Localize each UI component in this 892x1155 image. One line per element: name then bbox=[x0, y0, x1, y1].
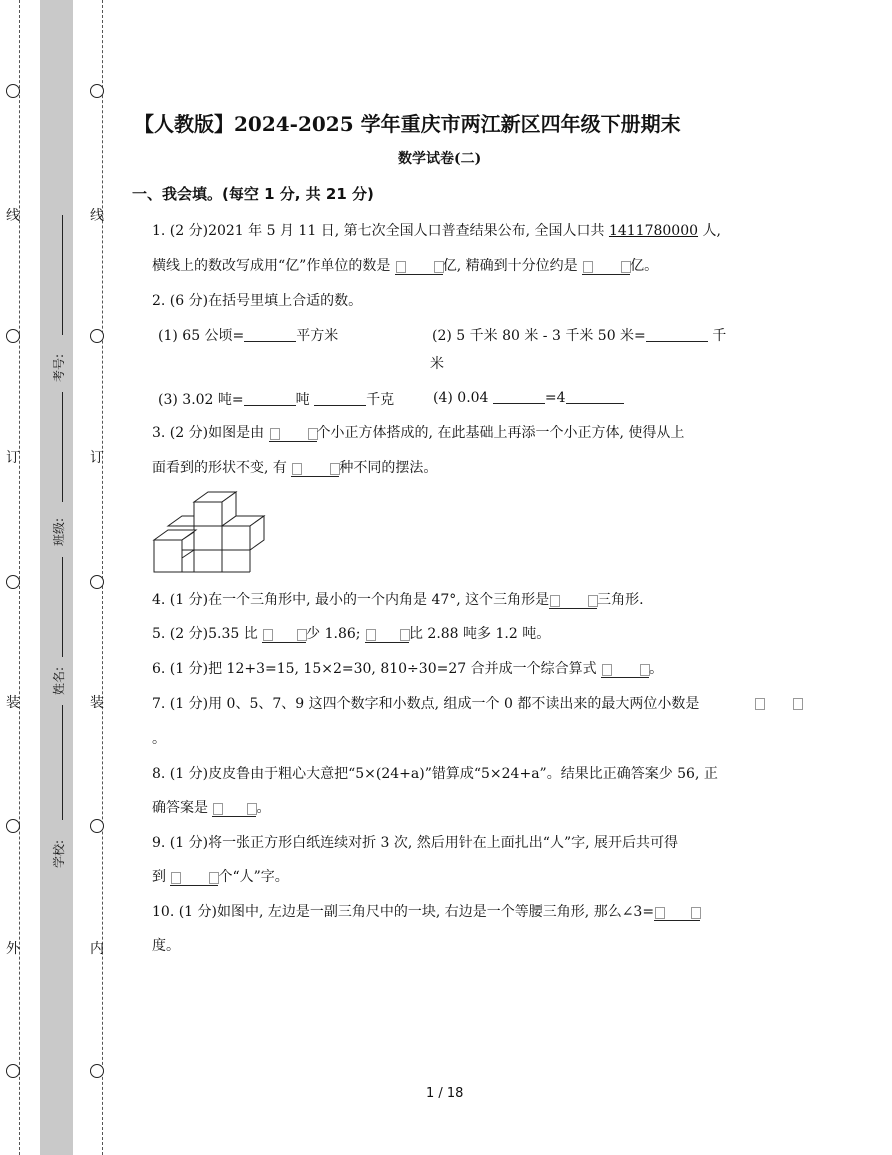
answer-blank[interactable] bbox=[493, 389, 545, 404]
question-5: 5. (2 分)5.35 比 少 1.86; 比 2.88 吨多 1.2 吨。 bbox=[152, 626, 551, 642]
binding-strip bbox=[40, 0, 73, 1155]
question-8-line-1: 8. (1 分)皮皮鲁由于粗心大意把“5×(24+a)”错算成“5×24+a”。结果比正确答案少 56, 正 bbox=[152, 766, 718, 782]
answer-blank[interactable] bbox=[646, 327, 708, 342]
question-3-line-2: 面看到的形状不变, 有 种不同的摆法。 bbox=[152, 460, 438, 476]
seal-char-inner: 装 bbox=[90, 695, 104, 711]
seal-char-outer: 外 bbox=[6, 941, 20, 957]
question-9-line-1: 9. (1 分)将一张正方形白纸连续对折 3 次, 然后用针在上面扎出“人”字, 展开后共可得 bbox=[152, 835, 679, 851]
question-2-part-1: (1) 65 公顷= 平方米 bbox=[158, 328, 339, 344]
answer-blank[interactable] bbox=[654, 906, 700, 921]
school-field[interactable] bbox=[62, 705, 63, 820]
seal-char-inner: 线 bbox=[90, 208, 104, 224]
answer-blank[interactable] bbox=[244, 391, 296, 406]
question-1-line-1: 1. (2 分)2021 年 5 月 11 日, 第七次全国人口普查结果公布, 全国人口共 1411780000 人, bbox=[152, 223, 721, 239]
population-number: 1411780000 bbox=[608, 223, 699, 239]
binding-hole bbox=[90, 575, 104, 589]
seal-char-outer: 订 bbox=[6, 450, 20, 466]
answer-blank[interactable] bbox=[269, 427, 317, 442]
answer-blank[interactable] bbox=[549, 594, 597, 609]
question-4: 4. (1 分)在一个三角形中, 最小的一个内角是 47°, 这个三角形是 三角形. bbox=[152, 592, 644, 608]
question-2-heading: 2. (6 分)在括号里填上合适的数。 bbox=[152, 293, 363, 309]
answer-blank[interactable] bbox=[601, 663, 649, 678]
answer-blank[interactable] bbox=[395, 260, 443, 275]
binding-hole bbox=[90, 1064, 104, 1078]
answer-blank[interactable] bbox=[262, 628, 306, 643]
outer-cut-line bbox=[19, 0, 20, 1155]
school-label: 学校: bbox=[52, 839, 66, 868]
seal-char-inner: 内 bbox=[90, 941, 104, 957]
question-2-part-3: (3) 3.02 吨= 吨 千克 bbox=[158, 392, 395, 408]
answer-blank[interactable] bbox=[291, 462, 339, 477]
answer-blank[interactable] bbox=[212, 802, 256, 817]
question-2-part-2: (2) 5 千米 80 米 - 3 千米 50 米= 千 bbox=[432, 328, 727, 344]
question-2-part-2-wrap: 米 bbox=[430, 356, 444, 372]
page-subtitle: 数学试卷(二) bbox=[398, 151, 482, 167]
section-heading: 一、我会填。(每空 1 分, 共 21 分) bbox=[132, 185, 374, 203]
question-6: 6. (1 分)把 12+3=15, 15×2=30, 810÷30=27 合并成一个综合算式 。 bbox=[152, 661, 664, 677]
answer-blank[interactable] bbox=[170, 871, 218, 886]
binding-hole bbox=[6, 575, 20, 589]
question-9-line-2: 到 个“人”字。 bbox=[152, 869, 289, 885]
name-field[interactable] bbox=[62, 557, 63, 657]
answer-blank[interactable] bbox=[582, 260, 630, 275]
class-field[interactable] bbox=[62, 392, 63, 502]
seal-char-outer: 线 bbox=[6, 208, 20, 224]
exam-number-field[interactable] bbox=[62, 215, 63, 335]
page-number: 1 / 18 bbox=[426, 1086, 464, 1101]
class-label: 班级: bbox=[52, 517, 66, 546]
seal-char-outer: 装 bbox=[6, 695, 20, 711]
question-2-part-4: (4) 0.04 =4 bbox=[433, 389, 624, 406]
question-7: 7. (1 分)用 0、5、7、9 这四个数字和小数点, 组成一个 0 都不读出来的最大两位小数是 bbox=[152, 696, 700, 712]
binding-hole bbox=[6, 329, 20, 343]
binding-hole bbox=[6, 84, 20, 98]
page-title: 【人教版】2024-2025 学年重庆市两江新区四年级下册期末 bbox=[134, 112, 681, 136]
cube-stack-figure bbox=[150, 488, 270, 576]
question-10-line-1: 10. (1 分)如图中, 左边是一副三角尺中的一块, 右边是一个等腰三角形, 那么∠3= bbox=[152, 901, 700, 921]
answer-blank[interactable] bbox=[566, 389, 624, 404]
question-7-end: 。 bbox=[152, 731, 166, 747]
binding-hole bbox=[6, 819, 20, 833]
binding-hole bbox=[90, 329, 104, 343]
question-1-line-2: 横线上的数改写成用“亿”作单位的数是 亿, 精确到十分位约是 亿。 bbox=[152, 258, 659, 274]
exam-number-label: 考号: bbox=[52, 353, 66, 382]
binding-hole bbox=[90, 84, 104, 98]
seal-char-inner: 订 bbox=[90, 450, 104, 466]
question-10-line-2: 度。 bbox=[152, 938, 180, 954]
answer-blank[interactable] bbox=[365, 628, 409, 643]
answer-blank[interactable] bbox=[314, 391, 366, 406]
answer-blank[interactable] bbox=[244, 327, 296, 342]
binding-hole bbox=[6, 1064, 20, 1078]
question-8-line-2: 确答案是 。 bbox=[152, 800, 271, 816]
name-label: 姓名: bbox=[52, 666, 66, 695]
question-3-line-1: 3. (2 分)如图是由 个小正方体搭成的, 在此基础上再添一个小正方体, 使得从上 bbox=[152, 425, 685, 441]
binding-hole bbox=[90, 819, 104, 833]
answer-blank[interactable] bbox=[754, 694, 804, 713]
